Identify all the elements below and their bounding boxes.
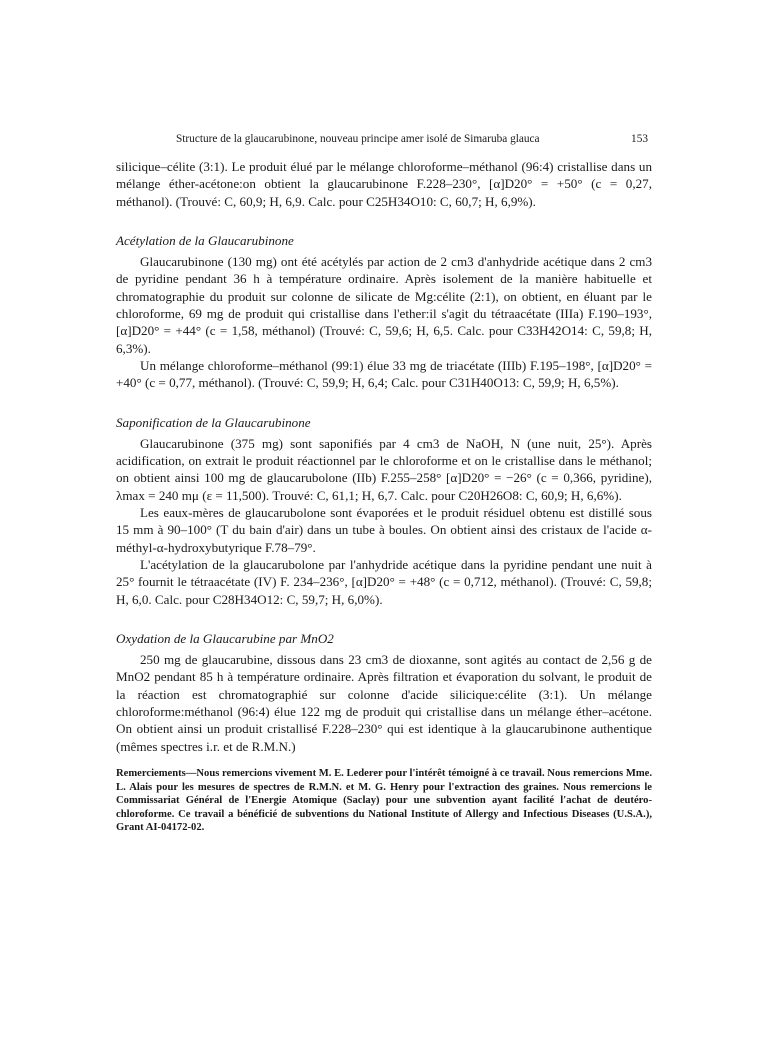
acknowledgements: Remerciements—Nous remercions vivement M. E. Lederer pour l'intérêt témoigné à ce travail. Nous remercions Mme. L. Alais pour les mesures de spectres de R.M.N. et M. G. Henry pour l'extraction des graines. Nous remercions le Commissariat Général de l'Energie Atomique (Saclay) pour une subvention ayant facilité l'achat de deutéro-chloroforme. Ce travail a bénéficié de subventions du National Institute of Allergy and Infectious Diseases (U.S.A.), Grant AI-04172-02.	[116, 767, 652, 834]
paragraph-acetylation-2: Un mélange chloroforme–méthanol (99:1) élue 33 mg de triacétate (IIIb) F.195–198°, [α]D20° = +40° (c = 0,77, méthanol). (Trouvé: C, 59,9; H, 6,4; Calc. pour C31H40O13: C, 59,9; H, 6,5%).	[116, 357, 652, 391]
paragraph-continuation: silicique–célite (3:1). Le produit élué par le mélange chloroforme–méthanol (96:4) cristallise dans un mélange éther-acétone:on obtient la glaucarubinone F.228–230°, [α]D20° = +50° (c = 0,27, méthanol). (Trouvé: C, 60,9; H, 6,9. Calc. pour C25H34O10: C, 60,7; H, 6,9%).	[116, 159, 652, 209]
page-number: 153	[631, 133, 648, 145]
paragraph-saponification-1: Glaucarubinone (375 mg) sont saponifiés par 4 cm3 de NaOH, N (une nuit, 25°). Après acidification, on extrait le produit réactionnel par le chloroforme et on le cristallise dans le méthanol; on obtient ainsi 100 mg de glaucarubolone (IIb) F.255–258° [α]D20° = −26° (c = 0,366, pyridine), λmax = 240 mμ (ε = 11,500). Trouvé: C, 61,1; H, 6,7. Calc. pour C20H26O8: C, 60,9; H, 6,6%).	[116, 435, 652, 503]
section-heading-saponification: Saponification de la Glaucarubinone	[116, 414, 311, 430]
section-heading-oxydation: Oxydation de la Glaucarubine par MnO2	[116, 630, 334, 646]
paragraph-saponification-2: Les eaux-mères de glaucarubolone sont évaporées et le produit résiduel obtenu est distillé sous 15 mm à 90–100° (T du bain d'air) dans un tube à boules. On obtient ainsi des cristaux de l'acide α-méthyl-α-hydroxybutyrique F.78–79°.	[116, 505, 652, 555]
paragraph-acetylation-1: Glaucarubinone (130 mg) ont été acétylés par action de 2 cm3 d'anhydride acétique dans 2 cm3 de pyridine pendant 36 h à température ordinaire. Après isolement de la manière habituelle et chromatographie du produit sur colonne de silicate de Mg:célite (2:1), on obtient, en éluant par le chloroforme, 69 mg de produit qui cristallise dans l'ether:il s'agit du tétraacétate (IIIa) F.190–193°, [α]D20° = +44° (c = 1,58, méthanol) (Trouvé: C, 59,6; H, 6,5. Calc. pour C33H42O14: C, 59,8; H, 6,3%).	[116, 254, 652, 356]
article-body	[116, 158, 652, 835]
paragraph-saponification-3: L'acétylation de la glaucarubolone par l'anhydride acétique dans la pyridine pendant une nuit à 25° fournit le tétraacétate (IV) F. 234–236°, [α]D20° = +48° (c = 0,712, méthanol). (Trouvé: C, 59,8; H, 6,0. Calc. pour C28H34O12: C, 59,7; H, 6,0%).	[116, 556, 652, 607]
paragraph-oxydation: 250 mg de glaucarubine, dissous dans 23 cm3 de dioxanne, sont agités au contact de 2,56 g de MnO2 pendant 85 h à température ordinaire. Après filtration et évaporation du solvant, le produit de la réaction est chromatographié sur colonne d'acide silicique:célite (3:1). Un mélange chloroforme:méthanol (96:4) élue 122 mg de produit qui cristallise dans un mélange éther–acétone. On obtient ainsi un produit cristallisé F.228–230° qui est identique à la glaucarubinone authentique (mêmes spectres i.r. et de R.M.N.)	[116, 652, 652, 754]
section-heading-acetylation: Acétylation de la Glaucarubinone	[116, 232, 294, 248]
running-title: Structure de la glaucarubinone, nouveau principe amer isolé de Simaruba glauca	[176, 133, 540, 145]
running-header	[116, 133, 652, 151]
